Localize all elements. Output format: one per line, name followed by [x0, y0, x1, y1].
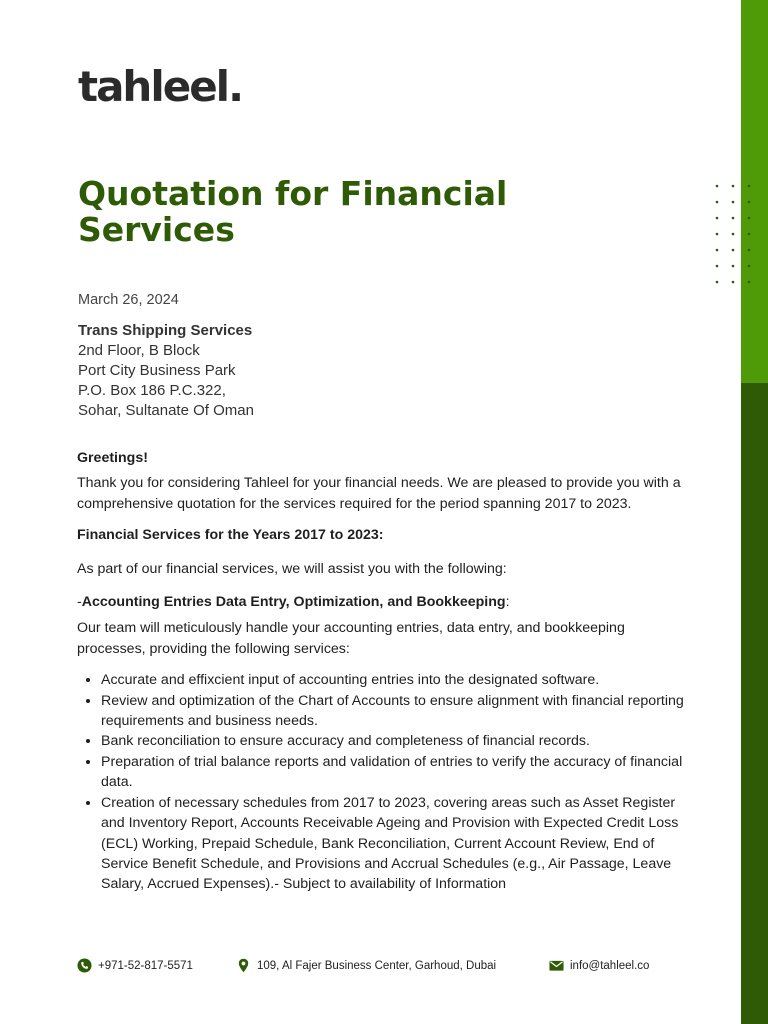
- pattern-dot: [716, 185, 719, 188]
- recipient-company: Trans Shipping Services: [78, 322, 253, 339]
- subsection-prefix: -: [77, 594, 82, 611]
- section-heading: Financial Services for the Years 2017 to 2023:: [77, 527, 384, 544]
- pattern-dot: [748, 185, 751, 188]
- footer-phone[interactable]: [77, 958, 193, 973]
- pattern-dot: [732, 185, 735, 188]
- pattern-dot: [732, 265, 735, 268]
- pattern-dot: [748, 265, 751, 268]
- email-address: info@tahleel.co: [570, 959, 650, 972]
- pattern-dot: [716, 233, 719, 236]
- subsection-title: Accounting Entries Data Entry, Optimization, and Bookkeeping: [81, 594, 506, 611]
- pattern-dot: [732, 249, 735, 252]
- page-title: Quotation for Financial Services: [78, 174, 508, 249]
- team-paragraph: Our team will meticulously handle your accounting entries, data entry, and bookkeeping processes, providing the following services:: [77, 620, 625, 657]
- pattern-dot: [748, 217, 751, 220]
- company-logo: tahleel.: [78, 62, 243, 111]
- services-list: [77, 670, 697, 894]
- pattern-dot: [732, 233, 735, 236]
- phone-number: +971-52-817-5571: [98, 959, 193, 972]
- service-item: • Review and optimization of the Chart of Accounts to ensure alignment with financial reporting requirements and business needs.: [101, 691, 697, 732]
- address-line: Port City Business Park: [78, 362, 236, 379]
- pattern-dot: [716, 201, 719, 204]
- footer: [0, 958, 741, 976]
- pattern-dot: [732, 217, 735, 220]
- address-line: Sohar, Sultanate Of Oman: [78, 402, 254, 419]
- service-item: • Preparation of trial balance reports and validation of entries to verify the accuracy of financial data.: [101, 752, 697, 793]
- greeting: Greetings!: [77, 450, 148, 466]
- recipient-address: [78, 321, 254, 421]
- address-line: P.O. Box 186 P.C.322,: [78, 382, 226, 399]
- phone-icon: [77, 958, 92, 973]
- accent-bar-bottom: [741, 383, 768, 1024]
- letter-body: [77, 448, 697, 895]
- pattern-dot: [732, 201, 735, 204]
- service-item: • Bank reconciliation to ensure accuracy and completeness of financial records.: [101, 731, 697, 751]
- pattern-dot: [748, 249, 751, 252]
- pattern-dot: [716, 249, 719, 252]
- address-line: 2nd Floor, B Block: [78, 342, 200, 359]
- pattern-dot: [748, 281, 751, 284]
- location-pin-icon: [236, 958, 251, 973]
- service-item: • Accurate and effixcient input of accounting entries into the designated software.: [101, 670, 697, 690]
- pattern-dot: [716, 265, 719, 268]
- intro-paragraph: Thank you for considering Tahleel for your financial needs. We are pleased to provide you with a comprehensive quotation for the services required for the period spanning 2017 to 2023.: [77, 475, 681, 512]
- pattern-dot: [748, 201, 751, 204]
- dot-pattern: [713, 182, 753, 286]
- pattern-dot: [732, 281, 735, 284]
- subsection-suffix: :: [505, 594, 510, 611]
- mail-icon: [549, 958, 564, 973]
- document-date: March 26, 2024: [78, 292, 179, 308]
- footer-address: [236, 958, 496, 973]
- pattern-dot: [716, 281, 719, 284]
- subsection-heading: [77, 592, 697, 612]
- footer-email[interactable]: [549, 958, 649, 973]
- pattern-dot: [748, 233, 751, 236]
- address-text: 109, Al Fajer Business Center, Garhoud, Dubai: [257, 959, 497, 972]
- pattern-dot: [716, 217, 719, 220]
- assist-paragraph: As part of our financial services, we will assist you with the following:: [77, 560, 507, 577]
- service-item: • Creation of necessary schedules from 2017 to 2023, covering areas such as Asset Register and Inventory Report, Accounts Receivable Ageing and Provision with Expected Credit Loss (ECL) Working, Prepaid Schedule, Bank Reconciliation, Current Account Review, End of Service Benefit Schedule, and Provisions and Accrual Schedules (e.g., Air Passage, Leave Salary, Accrued Expenses).- Subject to availability of Information: [101, 793, 697, 895]
